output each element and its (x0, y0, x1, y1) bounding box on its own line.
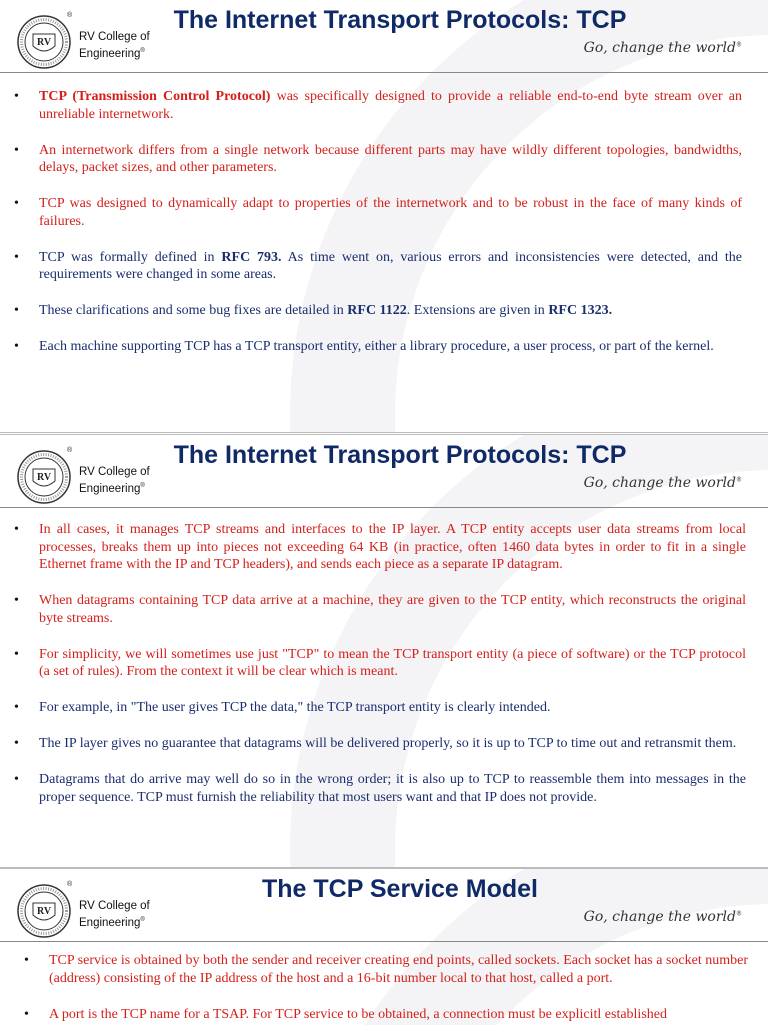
bullet-text: For example, in "The user gives TCP the data," the TCP transport entity is clearly intended. (39, 700, 551, 715)
bullet-text: An internetwork differs from a single network because different parts may have wildly different topologies, bandwidths, delays, packet sizes, and other parameters. (39, 142, 742, 175)
header-divider (0, 941, 768, 942)
bullet-item (39, 338, 742, 356)
tagline-text: Go, change the world (583, 475, 736, 491)
bullet-text: Each machine supporting TCP has a TCP transport entity, either a library procedure, a user process, or part of the kernel. (39, 339, 714, 354)
bullet-item (39, 249, 742, 284)
bullet-item (39, 302, 742, 320)
bullet-text: In all cases, it manages TCP streams and interfaces to the IP layer. A TCP entity accepts user data streams from local processes, breaks them up into pieces not exceeding 64 KB (in practice, often 1460 data bytes in order to fit in a single Ethernet frame with the IP and TCP headers), and sends each piece as a separate IP datagram. (39, 522, 746, 572)
registered-mark: ® (736, 41, 742, 49)
slide-title: The Internet Transport Protocols: TCP (173, 6, 627, 34)
bullet-item (49, 952, 748, 987)
svg-text:RV: RV (36, 906, 52, 917)
header-divider (0, 72, 768, 73)
bullet-item (39, 646, 746, 681)
bullet-item (39, 521, 746, 574)
tagline (584, 909, 742, 925)
slide-header (0, 0, 768, 72)
bullet-text: . Extensions are given in (406, 303, 549, 318)
rvce-logo-icon (16, 449, 72, 505)
bullet-emphasis: RFC 1323. (548, 303, 613, 318)
bullet-text: For simplicity, we will sometimes use just "TCP" to mean the TCP transport entity (a piece of software) or the TCP protocol (a set of rules). From the context it will be clear which is meant. (39, 646, 746, 679)
bullet-emphasis: TCP (Transmission Control Protocol) (39, 89, 271, 104)
registered-mark: ® (140, 917, 145, 923)
bullet-list (0, 521, 768, 825)
svg-text:RV: RV (36, 37, 52, 48)
registered-mark: ® (736, 910, 742, 918)
registered-mark: ® (140, 483, 145, 489)
college-name-line2: Engineering (79, 916, 141, 929)
slide-3 (0, 868, 768, 1025)
tagline (584, 40, 742, 56)
slide-2 (0, 434, 768, 868)
bullet-item (39, 592, 746, 627)
bullet-item (39, 699, 746, 717)
registered-mark: ® (736, 476, 742, 484)
slide-header (0, 869, 768, 941)
college-name-line1: RV College of (79, 900, 150, 912)
rvce-logo-icon (16, 883, 72, 939)
bullet-text: TCP was designed to dynamically adapt to properties of the internetwork and to be robust in the face of many kinds of failures. (39, 196, 742, 229)
slide-title: The Internet Transport Protocols: TCP (173, 441, 627, 469)
registered-mark: ® (67, 881, 73, 888)
bullet-text: These clarifications and some bug fixes are detailed in (39, 303, 348, 318)
bullet-list (0, 88, 768, 374)
bullet-item (39, 195, 742, 230)
bullet-text: When datagrams containing TCP data arrive at a machine, they are given to the TCP entity, which reconstructs the original byte streams. (39, 593, 746, 626)
tagline-text: Go, change the world (583, 909, 736, 925)
tagline (584, 475, 742, 491)
header-divider (0, 507, 768, 508)
college-name-line1: RV College of (79, 31, 150, 43)
registered-mark: ® (140, 48, 145, 54)
bullet-item (49, 1006, 748, 1024)
tagline-text: Go, change the world (583, 40, 736, 56)
bullet-text: TCP service is obtained by both the sender and receiver creating end points, called sockets. Each socket has a socket number (address) consisting of the IP address of the host and a 16-bit number local to that host, called a port. (49, 953, 748, 986)
bullet-item (39, 142, 742, 177)
bullet-item (39, 88, 742, 123)
registered-mark: ® (67, 12, 73, 19)
rvce-logo-icon (16, 14, 72, 70)
slide-title: The TCP Service Model (261, 875, 538, 903)
college-name-line1: RV College of (79, 466, 150, 478)
bullet-emphasis: RFC 1122 (347, 303, 407, 318)
bullet-text: As time went on, various errors and inconsistencies were detected, and the requirements were changed in some areas. (39, 249, 742, 282)
bullet-item (39, 735, 746, 753)
bullet-emphasis: RFC 793. (221, 249, 282, 265)
bullet-item (39, 771, 746, 806)
bullet-text: TCP was formally defined in (39, 249, 222, 265)
bullet-text: was specifically designed to provide a reliable end-to-end byte stream over an unreliable internetwork. (39, 89, 742, 122)
college-name-line2: Engineering (79, 482, 141, 495)
slide-header (0, 435, 768, 507)
bullet-list (0, 952, 768, 1025)
slide-1 (0, 0, 768, 433)
college-name-line2: Engineering (79, 47, 141, 60)
svg-text:RV: RV (36, 472, 52, 483)
bullet-text: A port is the TCP name for a TSAP. For TCP service to be obtained, a connection must be explicitl established (49, 1007, 667, 1022)
registered-mark: ® (67, 447, 73, 454)
bullet-text: Datagrams that do arrive may well do so in the wrong order; it is also up to TCP to reassemble them into messages in the proper sequence. TCP must furnish the reliability that most users want and that IP does not provide. (39, 772, 746, 805)
bullet-text: The IP layer gives no guarantee that datagrams will be delivered properly, so it is up to TCP to time out and retransmit them. (39, 736, 737, 751)
